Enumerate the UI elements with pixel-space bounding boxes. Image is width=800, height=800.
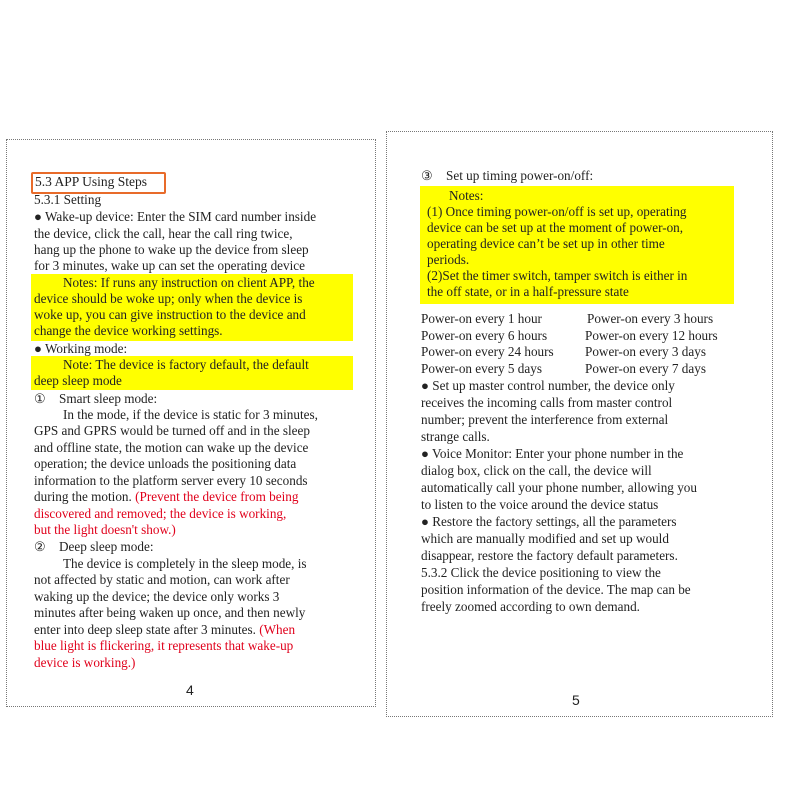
deep-red-0: (When (259, 622, 296, 637)
body-line-8: ● Restore the factory settings, all the parameters (421, 514, 677, 529)
deep-line-0: The device is completely in the sleep mode, is (63, 556, 307, 571)
body-line-5: dialog box, click on the call, the device will (421, 463, 652, 478)
power-option: Power-on every 3 days (585, 344, 706, 359)
smart-sleep-heading (34, 391, 157, 408)
body-line-7: to listen to the voice around the device status (421, 497, 659, 512)
deep-line-3: minutes after being waken up once, and then newly (34, 605, 306, 620)
note1-line-1: device should be woke up; only when the device is (34, 291, 303, 306)
smart-line-5 (34, 489, 298, 506)
wakeup-line-1: the device, click the call, hear the call ring twice, (34, 226, 293, 241)
notes-line-4: periods. (427, 252, 470, 267)
body-line-13: freely zoomed according to own demand. (421, 599, 640, 614)
note1-line-0: Notes: If runs any instruction on client APP, the (63, 275, 315, 290)
body-line-0: ● Set up master control number, the device only (421, 378, 675, 393)
wakeup-line-0: ● Wake-up device: Enter the SIM card number inside (34, 209, 317, 224)
deep-sleep-title: Deep sleep mode: (59, 539, 154, 554)
smart-line-5-text: during the motion. (34, 489, 132, 504)
timing-heading (421, 168, 593, 185)
circled-number-2: ② (34, 539, 46, 554)
smart-line-2: and offline state, the motion can wake up the device (34, 440, 309, 455)
deep-sleep-heading (34, 539, 154, 556)
notes-line-1: (1) Once timing power-on/off is set up, operating (427, 204, 687, 219)
body-line-6: automatically call your phone number, allowing you (421, 480, 697, 495)
deep-line-2: waking up the device; the device only works 3 (34, 589, 280, 604)
power-option: Power-on every 5 days (421, 361, 542, 376)
note1-line-2: woke up, you can give instruction to the device and (34, 307, 306, 322)
body-line-3: strange calls. (421, 429, 490, 444)
smart-red-1: discovered and removed; the device is working, (34, 506, 287, 521)
body-line-2: number; prevent the interference from external (421, 412, 669, 427)
timing-title: Set up timing power-on/off: (446, 168, 594, 183)
circled-number-1: ① (34, 391, 46, 406)
notes-line-2: device can be set up at the moment of power-on, (427, 220, 684, 235)
notes-line-5: (2)Set the timer switch, tamper switch is either in (427, 268, 688, 283)
page-number-left: 4 (186, 682, 194, 698)
deep-line-1: not affected by static and motion, can work after (34, 572, 290, 587)
power-option: Power-on every 6 hours (421, 328, 548, 343)
smart-line-1: GPS and GPRS would be turned off and in the sleep (34, 423, 310, 438)
circled-number-3: ③ (421, 168, 433, 183)
smart-red-0: (Prevent the device from being (135, 489, 299, 504)
smart-sleep-title: Smart sleep mode: (59, 391, 158, 406)
body-line-9: which are manually modified and set up would (421, 531, 669, 546)
power-option: Power-on every 7 days (585, 361, 706, 376)
body-line-4: ● Voice Monitor: Enter your phone number in the (421, 446, 684, 461)
deep-line-4 (34, 622, 295, 639)
deep-red-2: device is working.) (34, 655, 136, 670)
power-option: Power-on every 3 hours (587, 311, 714, 326)
page-number-right: 5 (572, 692, 580, 708)
working-mode-heading: ● Working mode: (34, 341, 128, 356)
right-page (386, 131, 773, 717)
smart-red-2: but the light doesn't show.) (34, 522, 176, 537)
note2-line-1: deep sleep mode (34, 373, 122, 388)
smart-line-0: In the mode, if the device is static for 3 minutes, (63, 407, 318, 422)
smart-line-3: operation; the device unloads the positioning data (34, 456, 297, 471)
power-option: Power-on every 24 hours (421, 344, 554, 359)
power-option: Power-on every 1 hour (421, 311, 542, 326)
wakeup-line-3: for 3 minutes, wake up can set the operating device (34, 258, 305, 273)
deep-line-4-text: enter into deep sleep state after 3 minutes. (34, 622, 256, 637)
notes-line-0: Notes: (449, 188, 484, 203)
power-option: Power-on every 12 hours (585, 328, 718, 343)
notes-line-6: the off state, or in a half-pressure state (427, 284, 629, 299)
smart-line-4: information to the platform server every 10 seconds (34, 473, 308, 488)
deep-red-1: blue light is flickering, it represents that wake-up (34, 638, 294, 653)
body-line-1: receives the incoming calls from master control (421, 395, 673, 410)
wakeup-line-2: hang up the phone to wake up the device from sleep (34, 242, 309, 257)
section-title: 5.3 APP Using Steps (35, 174, 148, 189)
note2-line-0: Note: The device is factory default, the default (63, 357, 309, 372)
body-line-12: position information of the device. The map can be (421, 582, 691, 597)
notes-line-3: operating device can’t be set up in other time (427, 236, 665, 251)
subsection-heading: 5.3.1 Setting (34, 192, 102, 207)
body-line-11: 5.3.2 Click the device positioning to view the (421, 565, 661, 580)
body-line-10: disappear, restore the factory default parameters. (421, 548, 678, 563)
note1-line-3: change the device working settings. (34, 323, 223, 338)
left-page (6, 139, 376, 707)
